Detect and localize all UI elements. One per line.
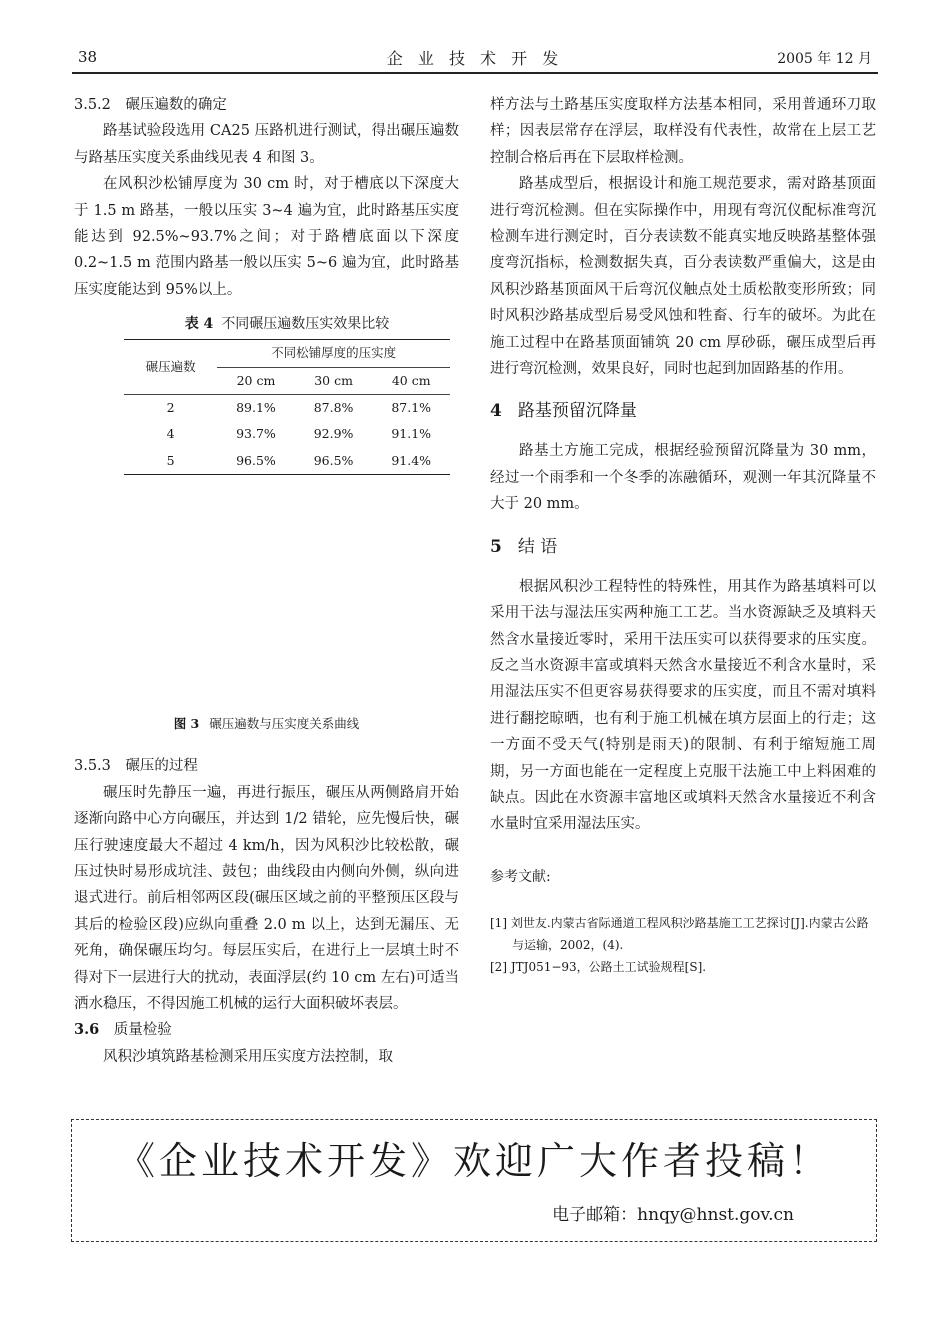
table-cell: 96.5% xyxy=(217,448,295,475)
table-cell: 87.8% xyxy=(313,400,354,416)
figure-caption xyxy=(74,713,459,735)
figure-3-blank-area xyxy=(74,475,459,709)
references-heading: 参考文献: xyxy=(490,868,551,885)
body-paragraph: 路基成型后，根据设计和施工规范要求，需对路基顶面进行弯沉检测。但在实际操作中，用现有弯沉仪配标准弯沉检测车进行测定时，百分表读数不能真实地反映路基整体强度弯沉指标，检测数据失真，百分表读数严重偏大，这是由风积沙路基顶面风干后弯沉仪触点处土质松散变形所致；同时风积沙路基成型后易受风蚀和牲畜、行车的破坏。为此在施工过程中在路基顶面铺筑 20 cm 厚砂砾，碾压成型后再进行弯沉检测，效果良好，同时也起到加固路基的作用。 xyxy=(490,176,876,378)
section-number: 3.6 xyxy=(74,1021,100,1039)
figure-caption-text: 碾压遍数与压实度关系曲线 xyxy=(209,716,360,732)
body-paragraph: 样方法与土路基压实度取样方法基本相同，采用普通环刀取样；因表层常存在浮层，取样没有代表性，故常在上层工艺控制合格后再在下层取样检测。 xyxy=(490,97,876,166)
table-cell: 87.1% xyxy=(391,400,432,416)
table-group-header: 不同松铺厚度的压实度 xyxy=(217,340,450,367)
table-cell: 92.9% xyxy=(313,426,354,442)
body-paragraph: 根据风积沙工程特性的特殊性，用其作为路基填料可以采用干法与湿法压实两种施工工艺。当水资源缺乏及填料天然含水量接近零时，采用干法压实可以获得要求的压实度。反之当水资源丰富或填料天然含水量接近不利含水量时，采用湿法压实不但更容易获得要求的压实度，而且不需对填料进行翻挖晾晒，也有利于施工机械在填方层面上的行走；这一方面不受天气(特别是雨天)的限制、有利于缩短施工周期，另一方面也能在一定程度上克服干法施工中上料困难的缺点。因此在水资源丰富地区或填料天然含水量接近不利含水量时宜采用湿法压实。 xyxy=(490,578,876,833)
table-cell: 91.4% xyxy=(372,448,450,475)
table-cell: 93.7% xyxy=(236,426,276,442)
section-title: 结 语 xyxy=(517,536,558,557)
section-number: 5 xyxy=(490,536,502,557)
table-row xyxy=(124,448,450,475)
banner-email: 电子邮箱：hnqy@hnst.gov.cn xyxy=(552,1205,794,1225)
left-column xyxy=(74,92,459,1070)
section-heading-3-6 xyxy=(74,1017,459,1043)
right-column xyxy=(490,92,876,978)
compaction-table xyxy=(124,339,450,475)
table-row xyxy=(124,421,450,447)
reference-item: [2] JTJ051−93，公路土工试验规程[S]. xyxy=(490,960,707,975)
table-cell: 2 xyxy=(166,400,175,416)
body-paragraph: 在风积沙松铺厚度为 30 cm 时，对于槽底以下深度大于 1.5 m 路基，一般以压实 3~4 遍为宜，此时路基压实度能达到 92.5%~93.7%之间；对于路槽底面以下深度 0.2~1.5 m 范围内路基一般以压实 5~6 遍为宜，此时路基压实度能达到 95%以上。 xyxy=(74,176,459,298)
table-cell: 96.5% xyxy=(295,448,373,475)
table-caption-number: 表 4 xyxy=(184,316,214,333)
reference-item: [1] 刘世友.内蒙古省际通道工程风积沙路基施工工艺探讨[J].内蒙古公路与运输，2002，(4). xyxy=(490,916,869,953)
section-heading-5 xyxy=(490,532,876,562)
section-heading-4 xyxy=(490,396,876,426)
table-col-header: 30 cm xyxy=(295,367,373,394)
section-heading-3-5-2: 3.5.2 碾压遍数的确定 xyxy=(74,97,227,113)
body-paragraph: 路基试验段选用 CA25 压路机进行测试，得出碾压遍数与路基压实度关系曲线见表 4 和图 3。 xyxy=(74,123,459,166)
table-cell: 4 xyxy=(166,426,175,442)
section-title: 质量检验 xyxy=(113,1022,172,1039)
issue-date: 2005 年 12 月 xyxy=(777,51,872,67)
table-cell: 89.1% xyxy=(236,400,276,416)
page-number: 38 xyxy=(78,48,98,66)
section-title: 路基预留沉降量 xyxy=(517,401,637,422)
section-heading-3-5-3: 3.5.3 碾压的过程 xyxy=(74,758,198,775)
table-4 xyxy=(124,313,450,475)
body-paragraph: 风积沙填筑路基检测采用压实度方法控制，取 xyxy=(103,1048,393,1065)
table-row-header: 碾压遍数 xyxy=(124,340,217,395)
table-cell: 91.1% xyxy=(391,426,432,442)
banner-title: 《企业技术开发》欢迎广大作者投稿！ xyxy=(116,1139,831,1183)
table-row xyxy=(124,395,450,422)
page-header xyxy=(72,46,878,74)
body-paragraph: 路基土方施工完成，根据经验预留沉降量为 30 mm，经过一个雨季和一个冬季的冻融循环，观测一年其沉降量不大于 20 mm。 xyxy=(490,443,876,513)
figure-number: 图 3 xyxy=(173,716,200,732)
call-for-papers-banner xyxy=(71,1119,877,1242)
table-col-header: 40 cm xyxy=(372,367,450,394)
table-caption xyxy=(124,313,450,335)
journal-title: 企 业 技 术 开 发 xyxy=(386,49,564,68)
table-col-header: 20 cm xyxy=(217,367,295,394)
table-cell: 5 xyxy=(124,448,217,475)
section-number: 4 xyxy=(490,401,502,422)
table-caption-text: 不同碾压遍数压实效果比较 xyxy=(221,316,390,333)
body-paragraph: 碾压时先静压一遍，再进行振压，碾压从两侧路肩开始逐渐向路中心方向碾压，并达到 1/2 错轮，应先慢后快，碾压行驶速度最大不超过 4 km/h，因为风积沙比较松散，碾压过快时易形成坑洼、鼓包；曲线段由内侧向外侧，纵向进退式进行。前后相邻两区段(碾压区域之前的平整预压区段与其后的检验区段)应纵向重叠 2.0 m 以上，达到无漏压、无死角，确保碾压均匀。每层压实后，在进行上一层填土时不得对下一层进行大的扰动，表面浮层(约 10 cm 左右)可适当洒水稳压，不得因施工机械的运行大面积破坏表层。 xyxy=(74,784,459,1012)
